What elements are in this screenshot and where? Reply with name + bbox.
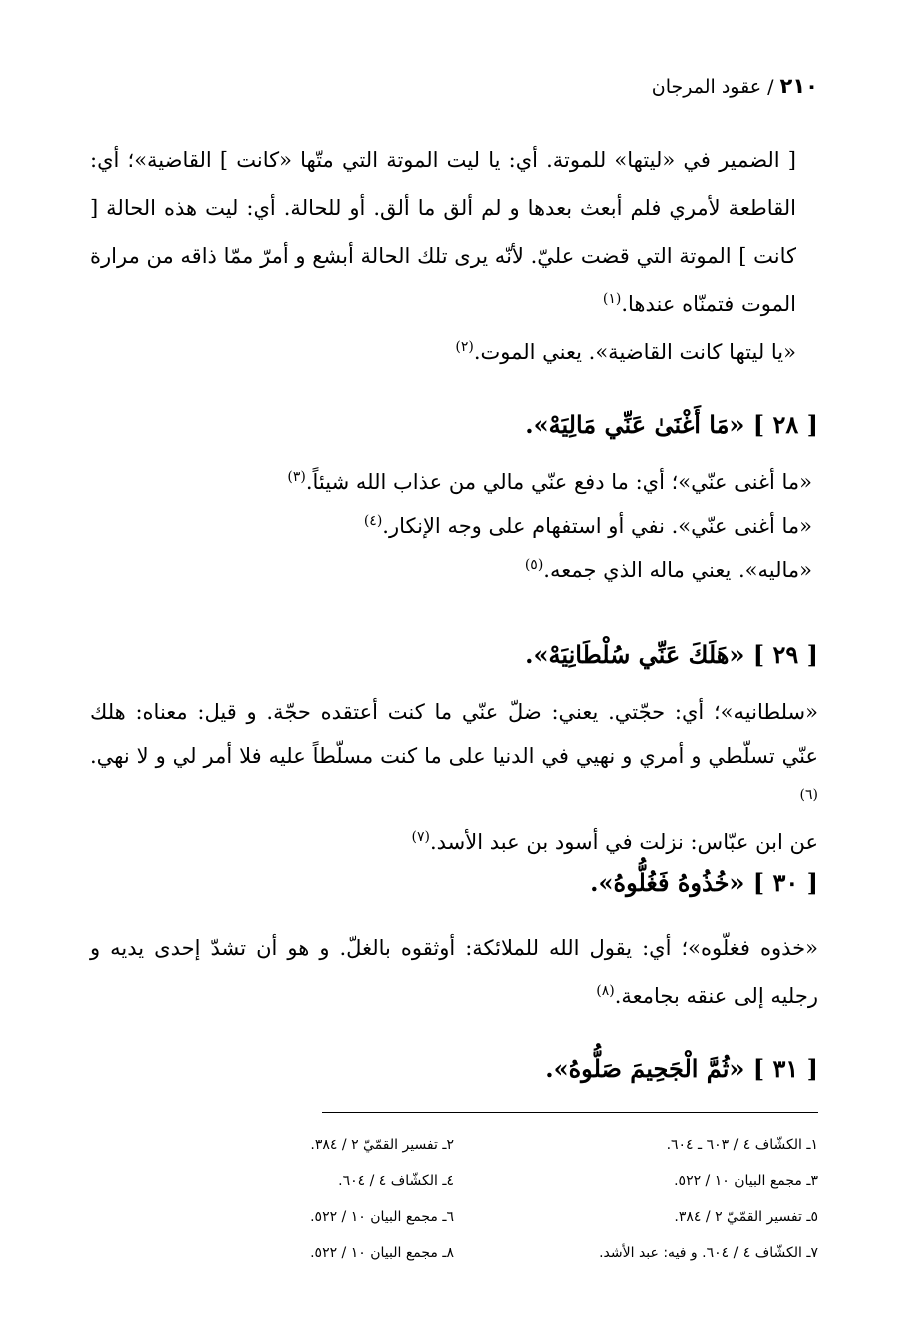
- book-title: عقود المرجان: [651, 76, 762, 98]
- footnote-6: ٦ـ مجمع البيان ١٠ / ٥٢٢.: [310, 1209, 454, 1225]
- footnote-ref: (٦): [799, 787, 818, 803]
- footnote-2: ٢ـ تفسير القمّيّ ٢ / ٣٨٤.: [310, 1137, 454, 1153]
- footnote-5: ٥ـ تفسير القمّيّ ٢ / ٣٨٤.: [674, 1209, 818, 1225]
- commentary-lines-28: [90, 462, 818, 590]
- paragraph-text: «خذوه فغلّوه»؛ أي: يقول الله للملائكة: أوثقوه بالغلّ. و هو أن تشدّ إحدى يديه و رجليه إلى عنقه بجامعة.: [90, 936, 818, 1008]
- running-header: [652, 74, 818, 98]
- page-number: ٢١٠: [779, 74, 818, 98]
- footnote-ref: (١): [602, 291, 622, 307]
- footnote-1: ١ـ الكشّاف ٤ / ٦٠٣ ـ ٦٠٤.: [666, 1137, 818, 1153]
- paragraph-text: «ما أغنى عنّي»؛ أي: ما دفع عنّي مالي من عذاب الله شيئاً.: [305, 470, 812, 494]
- header-separator: /: [767, 76, 774, 98]
- footnotes: [90, 1132, 818, 1266]
- verse-text: [ ٣٠ ] «خُذُوهُ فَغُلُّوهُ».: [590, 868, 818, 897]
- verse-heading-31: [90, 1054, 818, 1083]
- footnote-ref: (٢): [455, 339, 474, 355]
- footnote-7: ٧ـ الكشّاف ٤ / ٦٠٤. و فيه: عبد الأشد.: [599, 1245, 818, 1261]
- footnote-ref: (٨): [596, 983, 615, 999]
- commentary-paragraph-1: [90, 136, 818, 328]
- verse-text: [ ٣١ ] «ثُمَّ الْجَحِيمَ صَلُّوهُ».: [545, 1054, 818, 1083]
- commentary-line-2: [90, 332, 818, 372]
- footnote-8: ٨ـ مجمع البيان ١٠ / ٥٢٢.: [310, 1245, 454, 1261]
- verse-heading-29: [90, 640, 818, 669]
- footnote-3: ٣ـ مجمع البيان ١٠ / ٥٢٢.: [674, 1173, 818, 1189]
- verse-heading-28: [90, 410, 818, 439]
- paragraph-text: «ما أغنى عنّي». نفي أو استفهام على وجه الإنكار.: [382, 514, 812, 538]
- footnote-ref: (٥): [524, 557, 544, 573]
- paragraph-text: «يا ليتها كانت القاضية». يعني الموت.: [473, 340, 796, 364]
- footnote-4: ٤ـ الكشّاف ٤ / ٦٠٤.: [338, 1173, 454, 1189]
- verse-heading-30: [90, 868, 818, 897]
- verse-text: [ ٢٩ ] «هَلَكَ عَنِّي سُلْطَانِيَهْ».: [525, 640, 818, 669]
- footnote-divider: [322, 1112, 818, 1113]
- footnote-ref: (٤): [363, 513, 383, 529]
- footnote-ref: (٣): [287, 469, 306, 485]
- verse-text: [ ٢٨ ] «مَا أَغْنَىٰ عَنِّي مَالِيَهْ».: [525, 410, 818, 439]
- paragraph-text: «ماليه». يعني ماله الذي جمعه.: [543, 558, 812, 582]
- footnote-ref: (٧): [411, 829, 430, 845]
- commentary-paragraph-30: [90, 924, 818, 1020]
- paragraph-text: [ الضمير في «ليتها» للموتة. أي: يا ليت الموتة التي متّها «كانت ] القاضية»؛ أي: القاطعة لأمري فلم أبعث بعدها و لم ألق ما ألق. أو للحالة. أي: ليت هذه الحالة [ كانت ] الموتة التي قضت عليّ. لأنّه يرى تلك الحالة أبشع و أمرّ ممّا ذاقه من مرارة الموت فتمنّاه عندها.: [90, 148, 796, 316]
- paragraph-text: عن ابن عبّاس: نزلت في أسود بن عبد الأسد.: [429, 830, 818, 854]
- paragraph-text: «سلطانيه»؛ أي: حجّتي. يعني: ضلّ عنّي ما كنت أعتقده حجّة. و قيل: معناه: هلك عنّي تسلّطي و أمري و نهيي في الدنيا على ما كنت مسلّطاً عليه فلا أمر لي و لا نهي.: [90, 700, 818, 768]
- commentary-paragraph-29: [90, 690, 818, 862]
